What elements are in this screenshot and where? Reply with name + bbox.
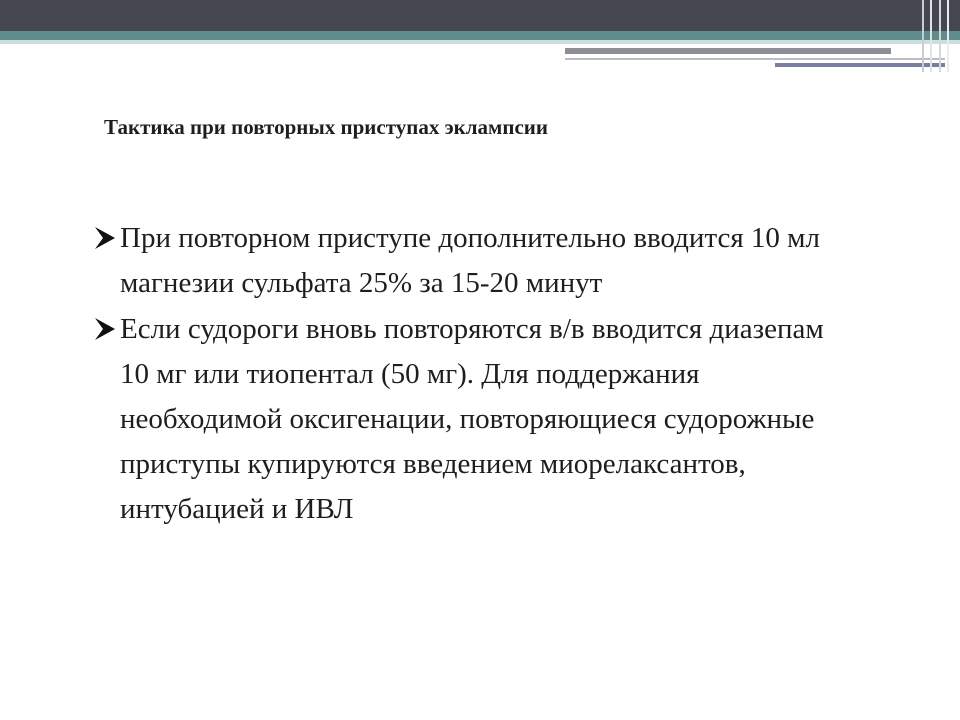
bullet-item: [86, 307, 856, 532]
bullet-text: Если судороги вновь повторяются в/в вводится диазепам 10 мг или тиопентал (50 мг). Для поддержания необходимой оксигенации, повторяющиеся судорожные приступы купируются введением миорелаксантов, интубацией и ИВЛ: [120, 313, 824, 525]
header-dark-bar: [0, 0, 960, 31]
bullet-text: При повторном приступе дополнительно вводится 10 мл магнезии сульфата 25% за 15-20 минут: [120, 222, 821, 299]
header-vertical-line: [922, 0, 924, 72]
slide-title: Тактика при повторных приступах эклампсии: [104, 115, 548, 139]
header-grey-bar: [565, 48, 891, 54]
header-teal-light-bar: [0, 40, 960, 44]
arrowhead-bullet-icon: [92, 316, 118, 342]
header-teal-bar: [0, 31, 960, 40]
header-vertical-line: [939, 0, 941, 72]
bullet-list: [86, 216, 856, 533]
bullet-item: [86, 216, 856, 306]
header-vertical-line: [930, 0, 932, 72]
header-lavender-bar: [775, 63, 945, 67]
header-vertical-line: [947, 0, 949, 72]
arrowhead-bullet-icon: [92, 225, 118, 251]
header-grey-thin-bar: [565, 58, 945, 60]
